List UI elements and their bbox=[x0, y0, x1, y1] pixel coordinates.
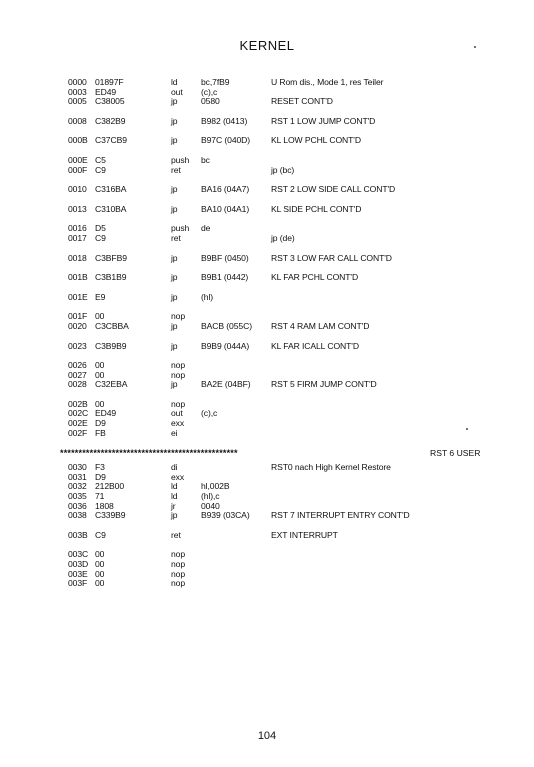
address: 0005 bbox=[68, 96, 87, 107]
address: 0017 bbox=[68, 232, 87, 243]
mnemonic: nop bbox=[171, 568, 186, 579]
code-block bbox=[68, 205, 528, 215]
address: 000E bbox=[68, 154, 88, 165]
hex-bytes: C339B9 bbox=[95, 510, 126, 521]
code-block bbox=[68, 78, 528, 107]
code-block bbox=[68, 400, 528, 438]
hex-bytes: 212B00 bbox=[95, 481, 125, 492]
comment: RST 7 INTERRUPT ENTRY CONT'D bbox=[271, 510, 410, 521]
hex-bytes: C310BA bbox=[95, 203, 127, 214]
code-block bbox=[68, 156, 528, 175]
mnemonic: jp bbox=[171, 320, 178, 331]
mnemonic: ei bbox=[171, 427, 178, 438]
comment: U Rom dis., Mode 1, res Teiler bbox=[271, 77, 384, 87]
address: 0016 bbox=[68, 223, 87, 234]
mnemonic: jp bbox=[171, 203, 178, 214]
code-line bbox=[68, 156, 528, 166]
address: 0023 bbox=[68, 340, 87, 351]
address: 001E bbox=[68, 291, 88, 302]
code-line bbox=[68, 254, 528, 264]
code-line bbox=[68, 463, 528, 473]
mnemonic: ld bbox=[171, 481, 178, 492]
operand: BA10 (04A1) bbox=[201, 203, 250, 214]
code-line bbox=[68, 409, 528, 419]
operand: B9BF (0450) bbox=[201, 252, 249, 263]
code-line bbox=[68, 185, 528, 195]
hex-bytes: C32EBA bbox=[95, 379, 128, 390]
mnemonic: push bbox=[171, 223, 190, 234]
comment: RST 4 RAM LAM CONT'D bbox=[271, 320, 370, 331]
address: 0036 bbox=[68, 500, 87, 511]
mnemonic: exx bbox=[171, 471, 185, 482]
hex-bytes: C37CB9 bbox=[95, 135, 127, 146]
code-line bbox=[68, 273, 528, 283]
code-line bbox=[68, 482, 528, 492]
code-line bbox=[68, 97, 528, 107]
hex-bytes: 00 bbox=[95, 360, 105, 371]
operand: B939 (03CA) bbox=[201, 510, 250, 521]
listing-section-top bbox=[68, 78, 528, 438]
mnemonic: ret bbox=[171, 529, 181, 540]
address: 0026 bbox=[68, 360, 87, 371]
code-line bbox=[68, 361, 528, 371]
comment: jp (de) bbox=[271, 232, 295, 243]
code-block bbox=[68, 254, 528, 264]
address: 0013 bbox=[68, 203, 87, 214]
code-block bbox=[68, 361, 528, 390]
code-line bbox=[68, 492, 528, 502]
comment: KL LOW PCHL CONT'D bbox=[271, 135, 361, 146]
hex-bytes: 00 bbox=[95, 568, 105, 579]
code-block bbox=[68, 342, 528, 352]
operand: B97C (040D) bbox=[201, 135, 251, 146]
address: 003F bbox=[68, 578, 88, 589]
code-block bbox=[68, 531, 528, 541]
address: 000B bbox=[68, 135, 88, 146]
code-line bbox=[68, 136, 528, 146]
hex-bytes: C3B9B9 bbox=[95, 340, 127, 351]
address: 003E bbox=[68, 568, 88, 579]
hex-bytes: 01897F bbox=[95, 77, 124, 87]
hex-bytes: C38005 bbox=[95, 96, 125, 107]
address: 003D bbox=[68, 559, 89, 569]
operand: bc,7fB9 bbox=[201, 77, 230, 87]
code-line bbox=[68, 342, 528, 352]
hex-bytes: C5 bbox=[95, 154, 106, 165]
mnemonic: jp bbox=[171, 340, 178, 351]
hex-bytes: C316BA bbox=[95, 184, 127, 195]
operand: B982 (0413) bbox=[201, 115, 248, 126]
address: 002B bbox=[68, 398, 88, 409]
address: 001F bbox=[68, 311, 88, 322]
mnemonic: jp bbox=[171, 96, 178, 107]
hex-bytes: C9 bbox=[95, 529, 106, 540]
mnemonic: nop bbox=[171, 369, 186, 380]
code-line bbox=[68, 205, 528, 215]
address: 000F bbox=[68, 164, 88, 175]
operand: de bbox=[201, 223, 211, 234]
address: 0010 bbox=[68, 184, 87, 195]
address: 0008 bbox=[68, 115, 87, 126]
mnemonic: jp bbox=[171, 272, 178, 283]
page-number: 104 bbox=[257, 730, 277, 742]
mnemonic: jp bbox=[171, 510, 178, 521]
address: 002F bbox=[68, 427, 88, 438]
comment: RST 1 LOW JUMP CONT'D bbox=[271, 115, 376, 126]
disassembly-listing bbox=[60, 77, 528, 599]
code-line bbox=[68, 531, 528, 541]
address: 002E bbox=[68, 418, 88, 429]
hex-bytes: C9 bbox=[95, 164, 106, 175]
code-block bbox=[68, 136, 528, 146]
code-line bbox=[68, 570, 528, 580]
address: 0018 bbox=[68, 252, 87, 263]
code-line bbox=[68, 550, 528, 560]
comment: RST 5 FIRM JUMP CONT'D bbox=[271, 379, 377, 390]
code-block bbox=[68, 463, 528, 521]
operand: BACB (055C) bbox=[201, 320, 252, 331]
operand: hl,002B bbox=[201, 481, 230, 492]
mnemonic: ld bbox=[171, 77, 178, 87]
operand: 0580 bbox=[201, 96, 220, 107]
address: 002C bbox=[68, 408, 89, 419]
hex-bytes: ED49 bbox=[95, 408, 117, 419]
address: 0038 bbox=[68, 510, 87, 521]
code-line bbox=[68, 560, 528, 570]
comment: RST0 nach High Kernel Restore bbox=[271, 462, 391, 473]
mnemonic: out bbox=[171, 86, 183, 97]
hex-bytes: C3B1B9 bbox=[95, 272, 127, 283]
comment: jp (bc) bbox=[271, 164, 295, 175]
hex-bytes: ED49 bbox=[95, 86, 117, 97]
hex-bytes: 00 bbox=[95, 369, 105, 380]
hex-bytes: D9 bbox=[95, 471, 106, 482]
operand: BA2E (04BF) bbox=[201, 379, 251, 390]
operand: B9B1 (0442) bbox=[201, 272, 249, 283]
operand: bc bbox=[201, 154, 210, 165]
address: 0031 bbox=[68, 471, 87, 482]
code-line bbox=[68, 322, 528, 332]
code-line bbox=[68, 117, 528, 127]
code-line bbox=[68, 400, 528, 410]
code-block bbox=[68, 273, 528, 283]
address: 0027 bbox=[68, 369, 87, 380]
address: 0028 bbox=[68, 379, 87, 390]
address: 0032 bbox=[68, 481, 87, 492]
mnemonic: nop bbox=[171, 549, 186, 560]
separator-stars: ************************************************ bbox=[60, 448, 238, 459]
hex-bytes: 1808 bbox=[95, 500, 114, 511]
operand: (c),c bbox=[201, 408, 218, 419]
operand: (hl),c bbox=[201, 491, 220, 502]
code-line bbox=[68, 234, 528, 244]
address: 0000 bbox=[68, 77, 87, 87]
page-title: KERNEL bbox=[239, 38, 295, 53]
hex-bytes: 00 bbox=[95, 549, 105, 560]
code-line bbox=[68, 166, 528, 176]
comment: RST 2 LOW SIDE CALL CONT'D bbox=[271, 184, 396, 195]
comment: KL FAR PCHL CONT'D bbox=[271, 272, 359, 283]
hex-bytes: 00 bbox=[95, 311, 105, 322]
code-block bbox=[68, 224, 528, 243]
mnemonic: nop bbox=[171, 311, 186, 322]
mnemonic: ld bbox=[171, 491, 178, 502]
mnemonic: jp bbox=[171, 379, 178, 390]
code-block bbox=[68, 312, 528, 331]
mnemonic: exx bbox=[171, 418, 185, 429]
mnemonic: jr bbox=[171, 500, 176, 511]
operand: B9B9 (044A) bbox=[201, 340, 250, 351]
address: 0035 bbox=[68, 491, 87, 502]
comment: RST 3 LOW FAR CALL CONT'D bbox=[271, 252, 392, 263]
hex-bytes: FB bbox=[95, 427, 106, 438]
hex-bytes: 00 bbox=[95, 578, 105, 589]
mnemonic: nop bbox=[171, 398, 186, 409]
comment: KL SIDE PCHL CONT'D bbox=[271, 203, 362, 214]
code-block bbox=[68, 117, 528, 127]
hex-bytes: C9 bbox=[95, 232, 106, 243]
comment: RESET CONT'D bbox=[271, 96, 333, 107]
mnemonic: jp bbox=[171, 115, 178, 126]
address: 003C bbox=[68, 549, 89, 560]
code-line bbox=[68, 78, 528, 88]
scan-speck bbox=[474, 46, 476, 48]
mnemonic: di bbox=[171, 462, 178, 473]
code-line bbox=[68, 380, 528, 390]
hex-bytes: 71 bbox=[95, 491, 105, 502]
mnemonic: nop bbox=[171, 559, 186, 569]
hex-bytes: F3 bbox=[95, 462, 105, 473]
operand: (hl) bbox=[201, 291, 214, 302]
code-block bbox=[68, 185, 528, 195]
section-separator bbox=[60, 448, 528, 459]
mnemonic: jp bbox=[171, 135, 178, 146]
address: 001B bbox=[68, 272, 88, 283]
comment: EXT INTERRUPT bbox=[271, 529, 338, 540]
operand: BA16 (04A7) bbox=[201, 184, 250, 195]
hex-bytes: C382B9 bbox=[95, 115, 126, 126]
mnemonic: jp bbox=[171, 252, 178, 263]
address: 0003 bbox=[68, 86, 87, 97]
separator-label: RST 6 USER bbox=[430, 448, 481, 459]
mnemonic: ret bbox=[171, 164, 181, 175]
mnemonic: jp bbox=[171, 291, 178, 302]
code-line bbox=[68, 293, 528, 303]
address: 003B bbox=[68, 529, 88, 540]
code-line bbox=[68, 429, 528, 439]
listing-section-bottom bbox=[68, 463, 528, 589]
hex-bytes: D5 bbox=[95, 223, 106, 234]
hex-bytes: C3CBBA bbox=[95, 320, 129, 331]
code-line bbox=[68, 511, 528, 521]
code-line bbox=[68, 224, 528, 234]
mnemonic: out bbox=[171, 408, 183, 419]
mnemonic: push bbox=[171, 154, 190, 165]
code-line bbox=[68, 473, 528, 483]
hex-bytes: D9 bbox=[95, 418, 106, 429]
hex-bytes: E9 bbox=[95, 291, 106, 302]
code-line bbox=[68, 579, 528, 589]
comment: KL FAR ICALL CONT'D bbox=[271, 340, 359, 351]
mnemonic: ret bbox=[171, 232, 181, 243]
address: 0020 bbox=[68, 320, 87, 331]
operand: (c),c bbox=[201, 86, 218, 97]
code-block bbox=[68, 293, 528, 303]
hex-bytes: 00 bbox=[95, 559, 105, 569]
mnemonic: nop bbox=[171, 360, 186, 371]
address: 0030 bbox=[68, 462, 87, 473]
code-line bbox=[68, 419, 528, 429]
mnemonic: nop bbox=[171, 578, 186, 589]
hex-bytes: 00 bbox=[95, 398, 105, 409]
mnemonic: jp bbox=[171, 184, 178, 195]
code-block bbox=[68, 550, 528, 588]
operand: 0040 bbox=[201, 500, 220, 511]
hex-bytes: C3BFB9 bbox=[95, 252, 127, 263]
